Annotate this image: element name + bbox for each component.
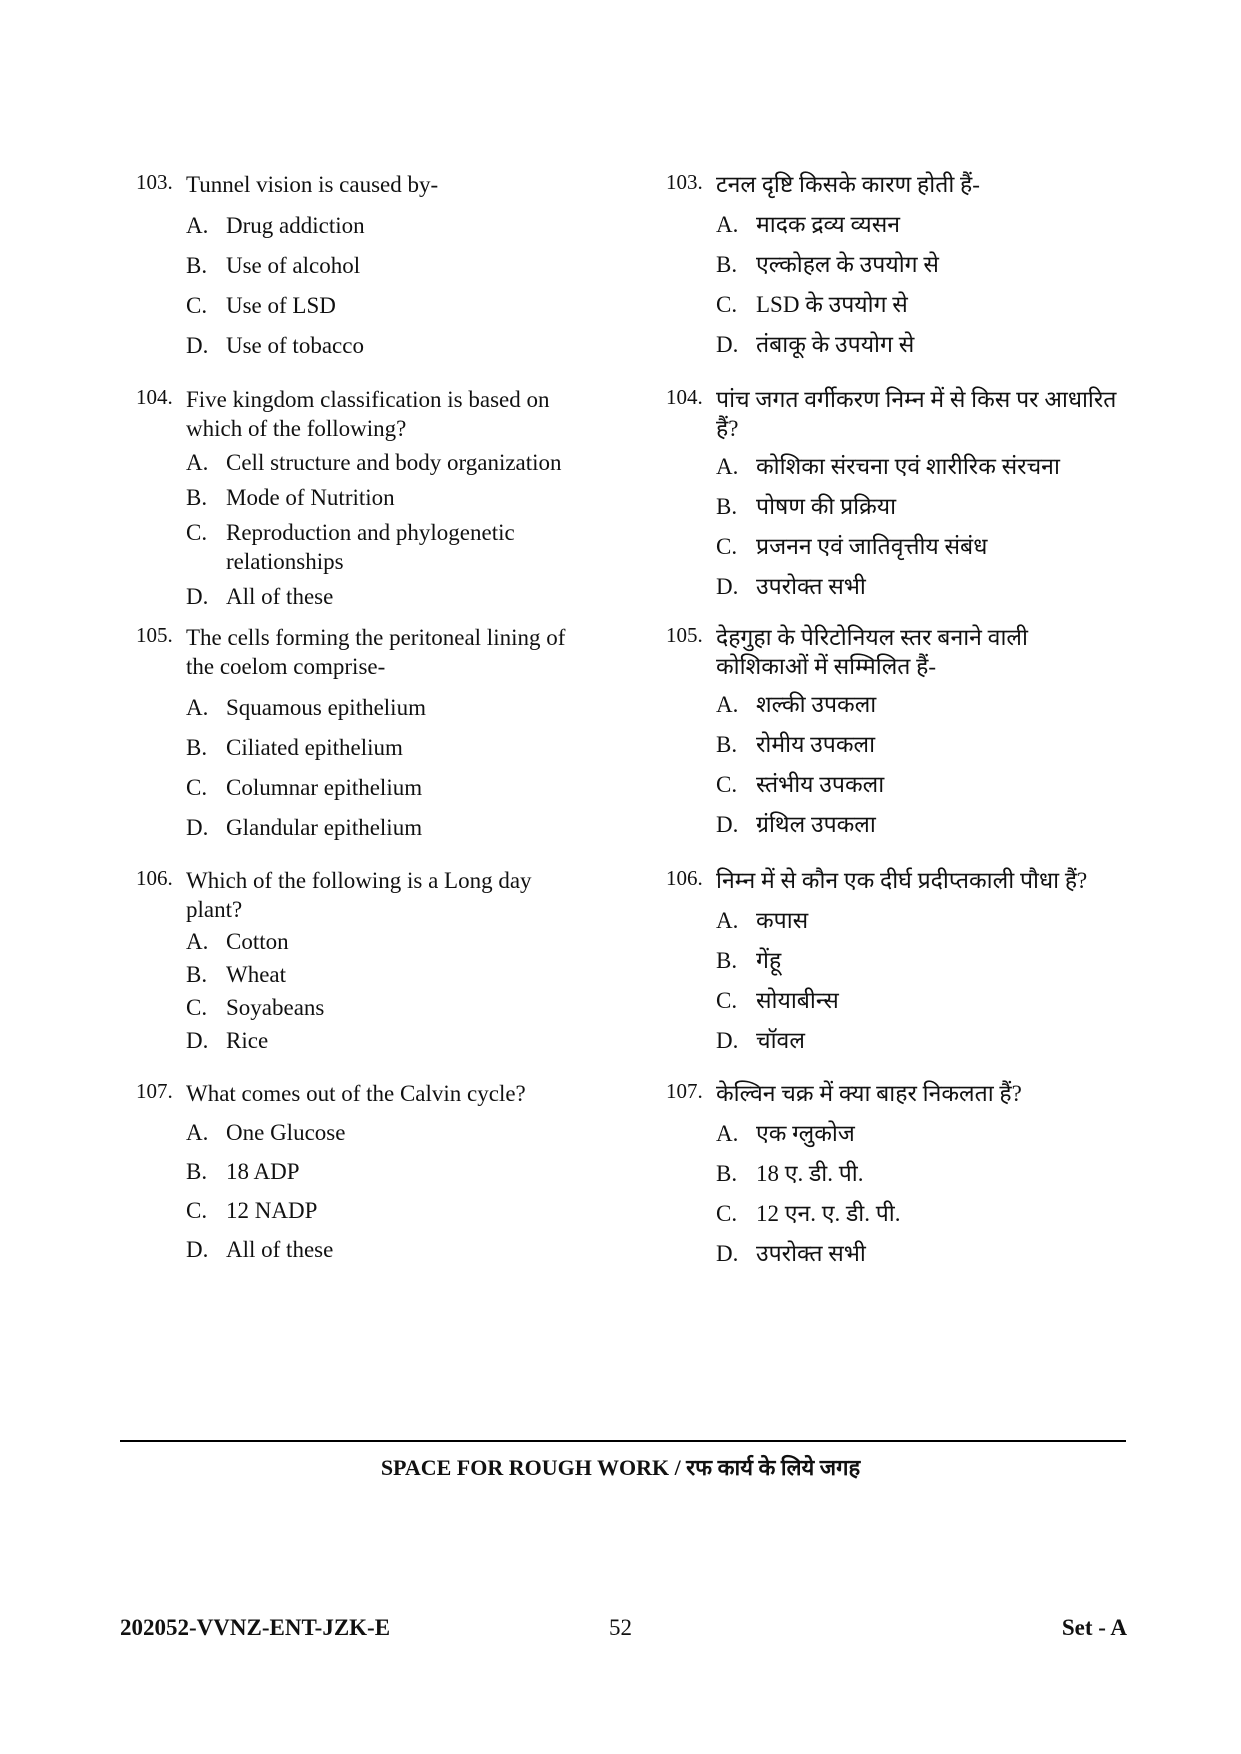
option-d bbox=[716, 572, 1126, 601]
option-b bbox=[716, 250, 1126, 279]
option-letter: D. bbox=[186, 1237, 209, 1262]
set-label: Set - A bbox=[1061, 1615, 1127, 1640]
option-letter: C. bbox=[186, 293, 208, 318]
question-number: 103. bbox=[136, 170, 173, 194]
paper-code: 202052-VVNZ-ENT-JZK-E bbox=[120, 1615, 391, 1640]
question-number: 105. bbox=[136, 623, 173, 647]
question-number: 104. bbox=[136, 385, 173, 409]
option-letter: D. bbox=[716, 812, 739, 837]
option-d bbox=[716, 810, 1126, 839]
question-104-en bbox=[136, 385, 566, 623]
question-106-en bbox=[136, 866, 566, 1079]
option-letter: B. bbox=[186, 962, 208, 987]
question-text: निम्न में से कौन एक दीर्घ प्रदीप्तकाली पौधा हैं? bbox=[716, 868, 1088, 893]
option-text: Glandular epithelium bbox=[226, 815, 423, 840]
rough-work-heading: SPACE FOR ROUGH WORK / रफ कार्य के लिये जगह bbox=[380, 1455, 861, 1480]
option-text: One Glucose bbox=[226, 1120, 346, 1145]
option-letter: C. bbox=[716, 292, 738, 317]
option-letter: A. bbox=[186, 450, 209, 475]
option-text: कपास bbox=[756, 908, 809, 933]
question-104-hi bbox=[666, 385, 1126, 623]
option-a bbox=[186, 448, 566, 477]
option-a bbox=[186, 693, 566, 722]
option-c bbox=[186, 773, 566, 802]
option-c bbox=[716, 290, 1126, 319]
option-text: Use of LSD bbox=[226, 293, 336, 318]
option-d bbox=[186, 1235, 566, 1264]
option-b bbox=[716, 946, 1126, 975]
question-105-en bbox=[136, 623, 566, 866]
question-text: पांच जगत वर्गीकरण निम्न में से किस पर आधारित हैं? bbox=[716, 387, 1117, 441]
option-text: Use of tobacco bbox=[226, 333, 364, 358]
option-d bbox=[716, 330, 1126, 359]
option-text: Rice bbox=[226, 1028, 269, 1053]
option-letter: B. bbox=[716, 948, 738, 973]
option-text: सोयाबीन्स bbox=[756, 988, 839, 1013]
option-text: शल्की उपकला bbox=[756, 692, 877, 717]
option-letter: B. bbox=[716, 1161, 738, 1186]
option-text: Use of alcohol bbox=[226, 253, 361, 278]
option-c bbox=[716, 986, 1126, 1015]
question-number: 107. bbox=[666, 1079, 703, 1103]
question-105-hi bbox=[666, 623, 1126, 866]
option-letter: B. bbox=[186, 253, 208, 278]
question-107-hi bbox=[666, 1079, 1126, 1279]
option-c bbox=[716, 770, 1126, 799]
option-c bbox=[716, 532, 1126, 561]
option-text: 18 ए. डी. पी. bbox=[756, 1161, 864, 1186]
option-text: Cell structure and body organization bbox=[226, 450, 562, 475]
option-text: चॉवल bbox=[756, 1028, 805, 1053]
option-text: Wheat bbox=[226, 962, 287, 987]
option-letter: D. bbox=[716, 1241, 739, 1266]
option-c bbox=[186, 518, 566, 576]
option-d bbox=[716, 1026, 1126, 1055]
option-b bbox=[186, 1157, 566, 1186]
option-a bbox=[716, 690, 1126, 719]
option-letter: D. bbox=[716, 1028, 739, 1053]
option-text: गेंहू bbox=[756, 948, 782, 973]
option-text: रोमीय उपकला bbox=[756, 732, 876, 757]
option-letter: C. bbox=[716, 772, 738, 797]
option-a bbox=[716, 1119, 1126, 1148]
option-b bbox=[186, 483, 566, 512]
option-text: पोषण की प्रक्रिया bbox=[756, 494, 897, 519]
option-letter: D. bbox=[186, 584, 209, 609]
option-d bbox=[186, 582, 566, 611]
page-number: 52 bbox=[609, 1615, 632, 1640]
option-text: Soyabeans bbox=[226, 995, 325, 1020]
option-b bbox=[716, 492, 1126, 521]
option-text: प्रजनन एवं जातिवृत्तीय संबंध bbox=[756, 534, 988, 559]
option-d bbox=[186, 1026, 566, 1055]
option-b bbox=[186, 960, 566, 989]
question-number: 104. bbox=[666, 385, 703, 409]
option-b bbox=[186, 251, 566, 280]
option-letter: C. bbox=[716, 1201, 738, 1226]
option-letter: B. bbox=[186, 1159, 208, 1184]
question-number: 107. bbox=[136, 1079, 173, 1103]
option-letter: B. bbox=[716, 732, 738, 757]
option-letter: C. bbox=[186, 775, 208, 800]
option-letter: D. bbox=[186, 1028, 209, 1053]
question-number: 106. bbox=[136, 866, 173, 890]
option-text: Drug addiction bbox=[226, 213, 365, 238]
question-103-en bbox=[136, 170, 566, 385]
question-number: 106. bbox=[666, 866, 703, 890]
option-letter: A. bbox=[716, 908, 739, 933]
option-letter: D. bbox=[716, 574, 739, 599]
question-106-hi bbox=[666, 866, 1126, 1079]
option-letter: D. bbox=[186, 333, 209, 358]
question-text: Tunnel vision is caused by- bbox=[186, 172, 439, 197]
option-text: Cotton bbox=[226, 929, 289, 954]
option-letter: A. bbox=[186, 929, 209, 954]
english-column bbox=[136, 170, 566, 1279]
option-c bbox=[186, 993, 566, 1022]
option-letter: B. bbox=[186, 485, 208, 510]
option-d bbox=[186, 331, 566, 360]
option-text: 12 NADP bbox=[226, 1198, 318, 1223]
option-letter: C. bbox=[186, 520, 208, 545]
option-b bbox=[186, 733, 566, 762]
question-text: Which of the following is a Long day plant? bbox=[186, 868, 532, 922]
option-letter: A. bbox=[186, 695, 209, 720]
option-letter: A. bbox=[716, 692, 739, 717]
question-text: केल्विन चक्र में क्या बाहर निकलता हैं? bbox=[716, 1081, 1022, 1106]
option-letter: C. bbox=[716, 988, 738, 1013]
option-text: स्तंभीय उपकला bbox=[756, 772, 885, 797]
option-b bbox=[716, 730, 1126, 759]
option-letter: D. bbox=[716, 332, 739, 357]
option-text: 12 एन. ए. डी. पी. bbox=[756, 1201, 901, 1226]
question-text: Five kingdom classification is based on which of the following? bbox=[186, 387, 550, 441]
hindi-column bbox=[666, 170, 1126, 1279]
question-text: What comes out of the Calvin cycle? bbox=[186, 1081, 526, 1106]
option-text: Columnar epithelium bbox=[226, 775, 423, 800]
option-text: एक ग्लुकोज bbox=[756, 1121, 855, 1146]
option-text: All of these bbox=[226, 1237, 334, 1262]
option-c bbox=[186, 291, 566, 320]
option-d bbox=[716, 1239, 1126, 1268]
option-text: Ciliated epithelium bbox=[226, 735, 403, 760]
option-text: ग्रंथिल उपकला bbox=[756, 812, 876, 837]
option-text: LSD के उपयोग से bbox=[756, 292, 908, 317]
option-d bbox=[186, 813, 566, 842]
divider-line bbox=[120, 1440, 1126, 1442]
question-107-en bbox=[136, 1079, 566, 1279]
option-text: तंबाकू के उपयोग से bbox=[756, 332, 915, 357]
option-text: उपरोक्त सभी bbox=[756, 574, 866, 599]
option-text: Reproduction and phylogenetic relationships bbox=[226, 520, 515, 574]
option-text: Squamous epithelium bbox=[226, 695, 426, 720]
question-number: 103. bbox=[666, 170, 703, 194]
option-a bbox=[716, 906, 1126, 935]
option-text: 18 ADP bbox=[226, 1159, 300, 1184]
question-103-hi bbox=[666, 170, 1126, 385]
option-a bbox=[716, 210, 1126, 239]
question-number: 105. bbox=[666, 623, 703, 647]
option-text: उपरोक्त सभी bbox=[756, 1241, 866, 1266]
option-text: कोशिका संरचना एवं शारीरिक संरचना bbox=[756, 454, 1060, 479]
option-letter: C. bbox=[186, 1198, 208, 1223]
option-letter: A. bbox=[186, 1120, 209, 1145]
option-c bbox=[186, 1196, 566, 1225]
option-letter: C. bbox=[716, 534, 738, 559]
option-c bbox=[716, 1199, 1126, 1228]
option-letter: A. bbox=[716, 1121, 739, 1146]
option-text: एल्कोहल के उपयोग से bbox=[756, 252, 939, 277]
question-text: The cells forming the peritoneal lining of the coelom comprise- bbox=[186, 625, 566, 679]
question-text: टनल दृष्टि किसके कारण होती हैं- bbox=[716, 172, 980, 197]
option-a bbox=[186, 1118, 566, 1147]
question-text: देहगुहा के पेरिटोनियल स्तर बनाने वाली कोशिकाओं में सम्मिलित हैं- bbox=[716, 625, 1028, 679]
option-a bbox=[186, 211, 566, 240]
option-b bbox=[716, 1159, 1126, 1188]
option-letter: A. bbox=[716, 454, 739, 479]
option-letter: D. bbox=[186, 815, 209, 840]
option-letter: B. bbox=[716, 252, 738, 277]
option-letter: A. bbox=[186, 213, 209, 238]
option-a bbox=[186, 927, 566, 956]
option-a bbox=[716, 452, 1126, 481]
option-text: All of these bbox=[226, 584, 334, 609]
option-letter: C. bbox=[186, 995, 208, 1020]
option-letter: B. bbox=[716, 494, 738, 519]
option-text: Mode of Nutrition bbox=[226, 485, 395, 510]
option-text: मादक द्रव्य व्यसन bbox=[756, 212, 901, 237]
option-letter: B. bbox=[186, 735, 208, 760]
option-letter: A. bbox=[716, 212, 739, 237]
